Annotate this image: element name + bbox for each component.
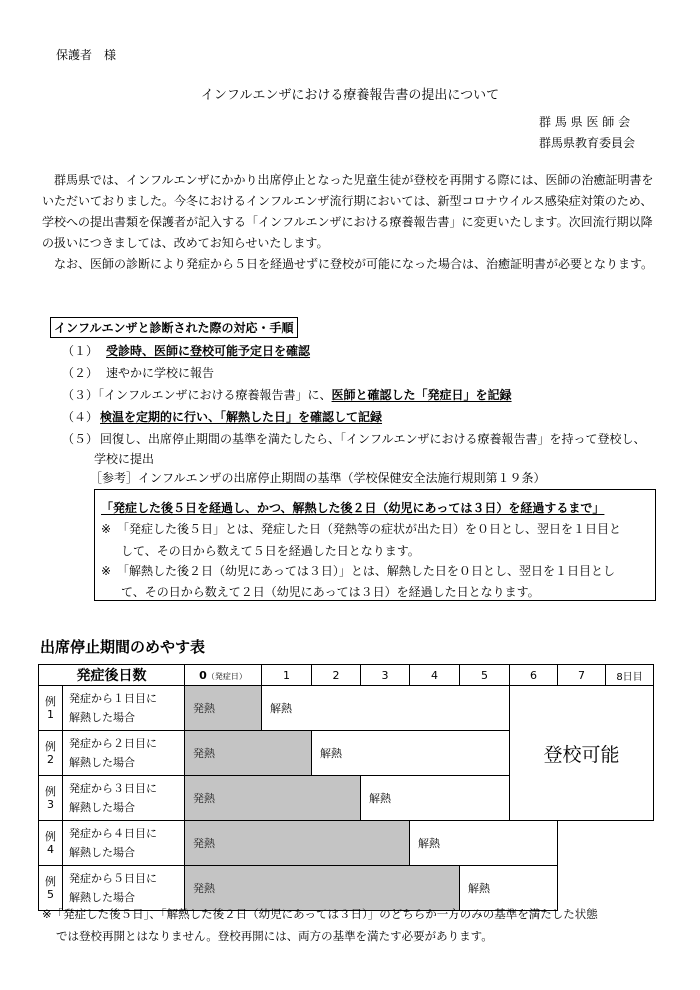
table-title: 出席停止期間のめやす表 <box>40 638 206 656</box>
intro-text <box>42 170 662 275</box>
criteria-note-1: ※ 「発症した後５日」とは、発症した日（発熱等の症状が出た日）を０日とし、翌日を１日目と <box>101 522 622 536</box>
step-number: （５） <box>62 432 99 446</box>
procedure-heading: インフルエンザと診断された際の対応・手順 <box>50 317 298 338</box>
example-label: 例 4 <box>39 821 63 866</box>
day-0-header: 0（発症日） <box>185 665 262 686</box>
footer-note-1: ※「発症した後５日」、「解熱した後２日（幼児にあっては３日）」のどちらか一方のみの基準を満たした状態 <box>42 907 598 921</box>
criteria-box <box>94 489 656 601</box>
step-2 <box>62 364 214 382</box>
example-label: 例 2 <box>39 731 63 776</box>
healed-cell: 解熱 <box>460 866 558 911</box>
step-3 <box>62 386 512 404</box>
healed-cell: 解熱 <box>410 821 558 866</box>
healed-cell: 解熱 <box>361 776 510 821</box>
step-number: （３） <box>62 388 99 402</box>
issuer-education-board: 群馬県教育委員会 <box>539 136 636 150</box>
example-label: 例 3 <box>39 776 63 821</box>
step-4 <box>62 408 382 426</box>
day-5-header: 5 <box>460 665 510 686</box>
step-5 <box>62 430 646 448</box>
step-text: 回復し、出席停止期間の基準を満たしたら、「インフルエンザにおける療養報告書」を持って登校し、 <box>100 432 646 446</box>
step-number: （２） <box>62 366 99 380</box>
day-7-header: 7 <box>558 665 606 686</box>
healed-cell: 解熱 <box>262 686 510 731</box>
attendance-table <box>38 664 654 911</box>
blank-cell <box>558 821 654 911</box>
day-6-header: 6 <box>510 665 558 686</box>
fever-cell: 発熱 <box>185 731 312 776</box>
issuer-medical-association: 群 馬 県 医 師 会 <box>539 115 631 129</box>
step-number: （１） <box>62 344 99 358</box>
day-4-header: 4 <box>410 665 460 686</box>
step-5-continuation: 学校に提出 <box>94 452 155 466</box>
step-emphasis: 受診時、医師に登校可能予定日を確認 <box>106 344 311 358</box>
step-emphasis: 医師と確認した「発症日」を記録 <box>331 388 512 402</box>
example-label: 例 5 <box>39 866 63 911</box>
reference-note: ［参考］インフルエンザの出席停止期間の基準（学校保健安全法施行規則第１９条） <box>90 471 546 485</box>
intro-paragraph-2: なお、医師の診断により発症から５日を経過せずに登校が可能になった場合は、治癒証明書が必要となります。 <box>54 257 654 271</box>
row-description: 発症から２日目に 解熱した場合 <box>63 731 185 776</box>
header-row <box>39 665 654 686</box>
criteria-note-2: ※ 「解熱した後２日（幼児にあっては３日）」とは、解熱した日を０日とし、翌日を１日目とし <box>101 564 615 578</box>
recipient: 保護者 様 <box>56 48 117 62</box>
criteria-note-2-cont: て、その日から数えて２日（幼児にあっては３日）を経過した日となります。 <box>121 585 540 599</box>
row-description: 発症から４日目に 解熱した場合 <box>63 821 185 866</box>
step-number: （４） <box>62 410 99 424</box>
step-emphasis: 検温を定期的に行い、「解熱した日」を確認して記録 <box>100 410 383 424</box>
fever-cell: 発熱 <box>185 776 361 821</box>
step-1 <box>62 342 310 360</box>
days-corner-label: 発症後日数 <box>39 665 185 686</box>
step-text: 「インフルエンザにおける療養報告書」に、 <box>98 388 332 402</box>
fever-cell: 発熱 <box>185 866 460 911</box>
row-description: 発症から１日目に 解熱した場合 <box>63 686 185 731</box>
row-description: 発症から３日目に 解熱した場合 <box>63 776 185 821</box>
can-attend-cell: 登校可能 <box>510 686 654 821</box>
day-1-header: 1 <box>262 665 312 686</box>
day-3-header: 3 <box>361 665 410 686</box>
criteria-note-1-cont: して、その日から数えて５日を経過した日となります。 <box>121 544 420 558</box>
day-2-header: 2 <box>312 665 361 686</box>
healed-cell: 解熱 <box>312 731 510 776</box>
day-8-header: 8日目 <box>606 665 654 686</box>
example-label: 例 1 <box>39 686 63 731</box>
criteria-headline: 「発症した後５日を経過し、かつ、解熱した後２日（幼児にあっては３日）を経過するまで」 <box>101 501 605 515</box>
fever-cell: 発熱 <box>185 821 410 866</box>
document-title: インフルエンザにおける療養報告書の提出について <box>200 88 500 103</box>
intro-paragraph-1: 群馬県では、インフルエンザにかかり出席停止となった児童生徒が登校を再開する際には、医師の治癒証明書をいただいておりました。今冬におけるインフルエンザ流行期においては、新型コロナウイルス感染症対策のため、学校への提出書類を保護者が記入する「インフルエンザにおける療養報告書」に変更いたします。次回流行期以降の扱いにつきましては、改めてお知らせいたします。 <box>42 173 654 250</box>
table-row <box>39 686 654 731</box>
footer-note-2: では登校再開とはなりません。登校再開には、両方の基準を満たす必要があります。 <box>56 929 493 943</box>
fever-cell: 発熱 <box>185 686 262 731</box>
step-text: 速やかに学校に報告 <box>106 366 215 380</box>
table-row <box>39 821 654 866</box>
row-description: 発症から５日目に 解熱した場合 <box>63 866 185 911</box>
